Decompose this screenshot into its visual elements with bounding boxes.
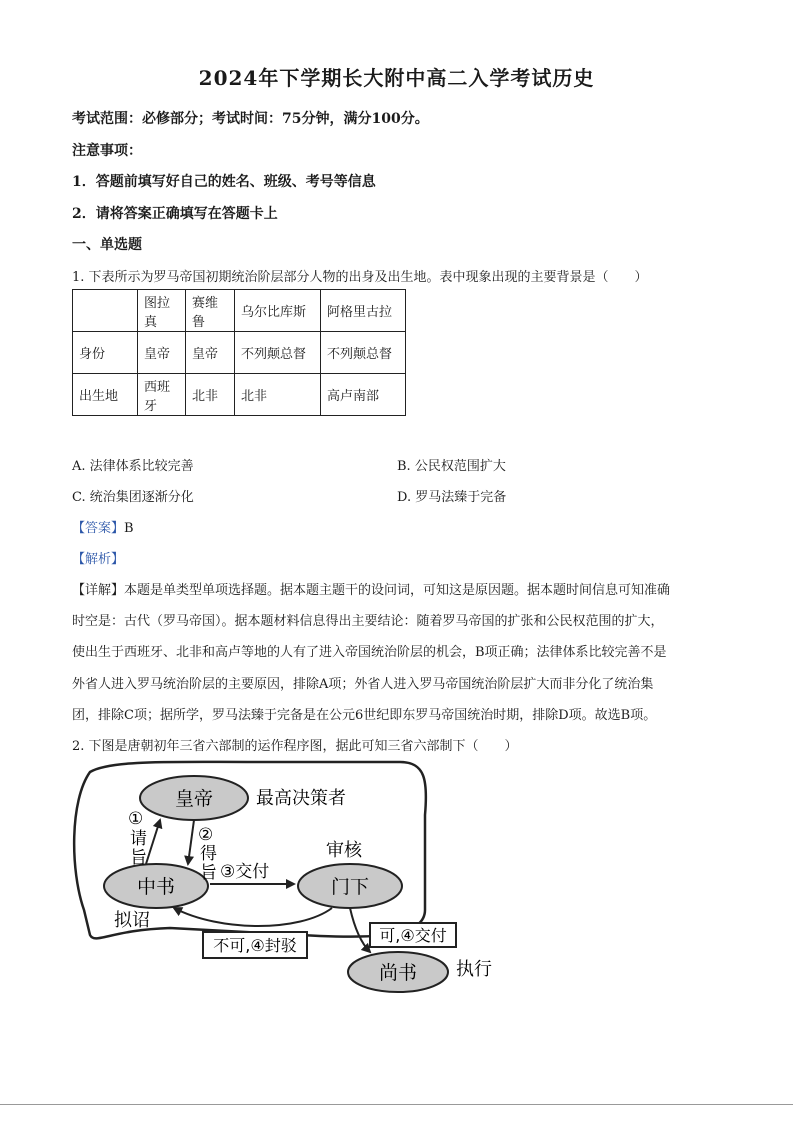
answer-tag: 【答案】 xyxy=(72,521,125,536)
notice-item: 2．请将答案正确填写在答题卡上 xyxy=(72,206,278,222)
question-1-stem: 1. 下表所示为罗马帝国初期统治阶层部分人物的出身及出生地。表中现象出现的主要背景是（ ） xyxy=(72,270,648,285)
step2-number: ② xyxy=(198,825,214,845)
answer-line xyxy=(72,517,134,536)
detail-line: 使出生于西班牙、北非和高卢等地的人有了进入帝国统治阶层的机会，B项正确；法律体系比较完善不是 xyxy=(72,645,667,660)
table-cell: 皇帝 xyxy=(138,332,186,374)
page-title: 2024年下学期长大附中高二入学考试历史 xyxy=(198,66,595,90)
question-2-stem: 2. 下图是唐朝初年三省六部制的运作程序图，据此可知三省六部制下（ ） xyxy=(72,739,518,754)
approve-arrow xyxy=(350,908,370,952)
table-cell: 出生地 xyxy=(73,374,138,416)
step2-char1: 得 xyxy=(200,844,217,864)
zhongshu-role: 拟诏 xyxy=(114,910,150,931)
detail-text: 本题是单类型单项选择题。据本题主题干的设问词，可知这是原因题。据本题时间信息可知准确 xyxy=(124,583,671,598)
table-header-row xyxy=(73,290,406,332)
step1-char2: 旨 xyxy=(130,848,147,868)
table-cell: 北非 xyxy=(186,374,235,416)
notice-title: 注意事项： xyxy=(72,143,142,159)
detail-line: 外省人进入罗马统治阶层的主要原因，排除A项；外省人进入罗马帝国统治阶层扩大而非分化了统治集 xyxy=(72,677,654,692)
option-a: A. 法律体系比较完善 xyxy=(72,459,194,474)
shangshu-label: 尚书 xyxy=(378,962,418,984)
zhongshu-label: 中书 xyxy=(136,876,176,898)
shangshu-role: 执行 xyxy=(456,959,492,980)
table-row xyxy=(73,374,406,416)
table-cell: 身份 xyxy=(73,332,138,374)
option-c: C. 统治集团逐渐分化 xyxy=(72,490,194,505)
exam-info: 考试范围：必修部分；考试时间：75分钟，满分100分。 xyxy=(72,111,429,127)
analysis-tag: 【解析】 xyxy=(72,552,125,567)
section-title: 一、单选题 xyxy=(72,237,142,253)
step3-label: ③交付 xyxy=(220,862,270,882)
grant-arrow xyxy=(188,820,194,864)
table-cell: 不列颠总督 xyxy=(235,332,321,374)
table-cell: 高卢南部 xyxy=(321,374,406,416)
answer-value: B xyxy=(124,521,134,536)
detail-line: 团，排除C项；据所学，罗马法臻于完备是在公元6世纪即东罗马帝国统治时期，排除D项。故选B项。 xyxy=(72,708,657,723)
approve-label: 可,④交付 xyxy=(379,926,447,945)
emperor-label: 皇帝 xyxy=(174,788,214,810)
notice-item: 1．答题前填写好自己的姓名、班级、考号等信息 xyxy=(72,174,376,190)
detail-line: 时空是：古代（罗马帝国）。据本题材料信息得出主要结论：随着罗马帝国的扩张和公民权范围的扩大， xyxy=(72,614,664,629)
page-divider xyxy=(0,1104,793,1105)
detail-tag: 【详解】 xyxy=(72,583,125,598)
step1-char1: 请 xyxy=(130,829,147,849)
menxia-label: 门下 xyxy=(330,876,370,898)
request-arrow xyxy=(146,820,160,864)
emperor-role: 最高决策者 xyxy=(256,788,346,809)
table-cell: 皇帝 xyxy=(186,332,235,374)
reject-label: 不可,④封驳 xyxy=(213,936,297,955)
step1-number: ① xyxy=(128,809,144,829)
option-d: D. 罗马法臻于完备 xyxy=(397,490,507,505)
table-cell: 赛维鲁 xyxy=(186,290,235,332)
detail-line xyxy=(72,579,670,598)
three-departments-diagram xyxy=(70,760,500,1000)
table-cell: 乌尔比库斯 xyxy=(235,290,321,332)
table-cell: 西班牙 xyxy=(138,374,186,416)
table-cell xyxy=(73,290,138,332)
question-1-table xyxy=(72,289,406,416)
menxia-role: 审核 xyxy=(326,840,362,861)
table-cell: 不列颠总督 xyxy=(321,332,406,374)
table-cell: 图拉真 xyxy=(138,290,186,332)
option-b: B. 公民权范围扩大 xyxy=(397,459,506,474)
table-cell: 北非 xyxy=(235,374,321,416)
table-cell: 阿格里古拉 xyxy=(321,290,406,332)
table-row xyxy=(73,332,406,374)
step2-char2: 旨 xyxy=(200,863,217,883)
reject-arrow xyxy=(174,908,332,926)
